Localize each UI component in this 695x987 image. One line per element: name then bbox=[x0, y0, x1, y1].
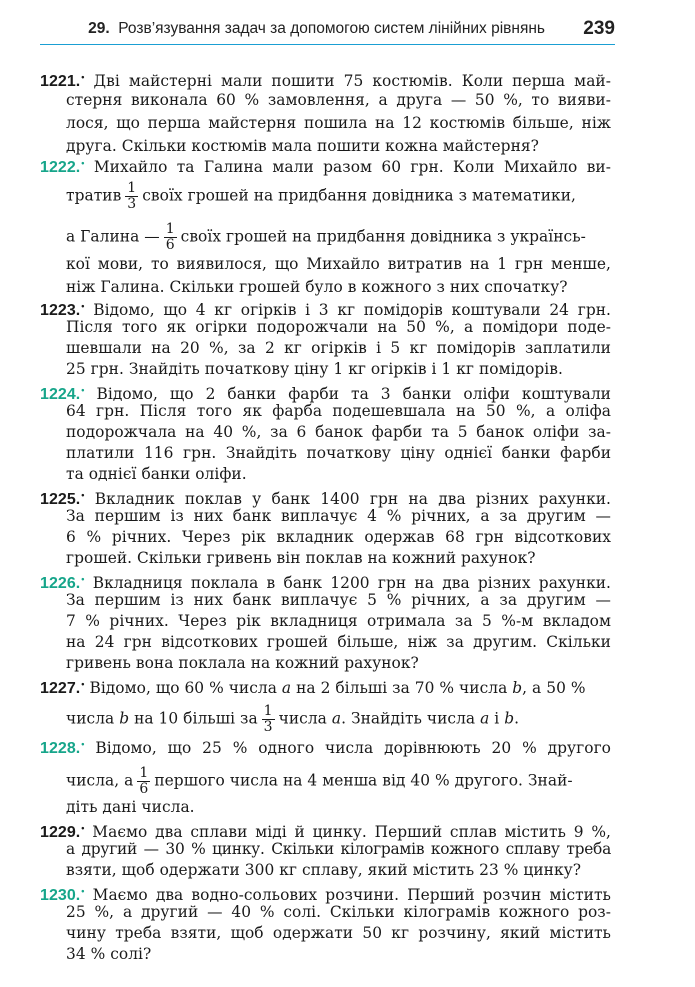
problem-1221: 1221.• Дві майстерні мали пошити 75 костюмів. Коли перша май- bbox=[40, 72, 611, 90]
problem-line: подорожчала на 40 %, за 6 банок фарби та 5 банок оліфи за- bbox=[66, 423, 611, 441]
problem-1229: 1229.• Маємо два сплави міді й цинку. Перший сплав містить 9 %, bbox=[40, 823, 611, 841]
problem-number: 1230.• bbox=[40, 886, 85, 904]
page-number: 239 bbox=[583, 18, 615, 39]
problem-line: та однієї банки оліфи. bbox=[66, 465, 247, 483]
problem-line: 25 %, а другий — 40 % солі. Скільки кілограмів кожного роз- bbox=[66, 903, 611, 921]
problem-number: 1222.• bbox=[40, 158, 85, 176]
problem-line: лося, що перша майстерня пошила на 12 костюмів більше, ніж bbox=[66, 114, 611, 132]
problem-line: стерня виконала 60 % замовлення, а друга — 50 %, то вияви- bbox=[66, 91, 611, 109]
problem-line: на 24 грн відсоткових грошей більше, ніж за другим. Скільки bbox=[66, 633, 611, 651]
problem-number: 1228.• bbox=[40, 739, 85, 757]
problem-line: За першим із них банк виплачує 5 % річних, а за другим — bbox=[66, 591, 611, 609]
problem-line: гривень вона поклала на кожний рахунок? bbox=[66, 654, 419, 672]
problem-line: а другий — 30 % цинку. Скільки кілограмів кожного сплаву треба bbox=[66, 840, 611, 858]
problem-line: чину треба взяти, щоб одержати 50 кг розчину, який містить bbox=[66, 924, 611, 942]
problem-line: кої мови, то виявилося, що Михайло витратив на 1 грн менше, bbox=[66, 255, 611, 273]
problem-1228: 1228.• Відомо, що 25 % одного числа дорівнюють 20 % другого bbox=[40, 739, 612, 757]
problem-line: шевшали на 20 %, за 2 кг огірків і 5 кг помідорів заплатили bbox=[66, 339, 611, 357]
problem-number: 1227.• bbox=[40, 679, 85, 697]
fraction: $\frac{1}{3}$ bbox=[263, 703, 273, 735]
problem-number: 1226.• bbox=[40, 574, 85, 592]
problem-line: Після того як огірки подорожчали на 50 %, а помідори поде- bbox=[66, 318, 611, 336]
problem-line: друга. Скільки костюмів мала пошити кожна майстерня? bbox=[66, 137, 539, 155]
problem-line: платили 116 грн. Знайдіть початкову ціну однієї банки фарби bbox=[66, 444, 611, 462]
problem-1230: 1230.• Маємо два водно-сольових розчини. Перший розчин містить bbox=[40, 886, 611, 904]
problem-number: 1221.• bbox=[40, 72, 85, 90]
problem-line: тратив $\frac{1}{3}$ своїх грошей на придбання довідника з математики, bbox=[66, 180, 576, 212]
problem-line: діть дані числа. bbox=[66, 798, 195, 816]
problem-line: 6 % річних. Через рік вкладник одержав 68 грн відсоткових bbox=[66, 528, 611, 546]
problem-1226: 1226.• Вкладниця поклала в банк 1200 грн на два різних рахунки. bbox=[40, 574, 611, 592]
problem-number: 1224.• bbox=[40, 385, 85, 403]
problem-line: грошей. Скільки гривень він поклав на кожний рахунок? bbox=[66, 549, 536, 567]
problem-line: ніж Галина. Скільки грошей було в кожного з них спочатку? bbox=[66, 278, 568, 296]
problem-line: взяти, щоб одержати 300 кг сплаву, який містить 23 % цинку? bbox=[66, 861, 582, 879]
problem-line: а Галина — $\frac{1}{6}$ своїх грошей на придбання довідника з українсь- bbox=[66, 221, 586, 253]
problem-number: 1223.• bbox=[40, 301, 85, 319]
problem-line: 25 грн. Знайдіть початкову ціну 1 кг огірків і 1 кг помідорів. bbox=[66, 360, 563, 378]
problem-line: 7 % річних. Через рік вкладниця отримала за 5 %-м вкладом bbox=[66, 612, 611, 630]
problem-number: 1229.• bbox=[40, 823, 85, 841]
problem-line: За першим із них банк виплачує 4 % річних, а за другим — bbox=[66, 507, 611, 525]
problem-line: числа b на 10 більші за $\frac{1}{3}$ числа a. Знайдіть числа a і b. bbox=[66, 703, 520, 735]
problem-1227: 1227.• Відомо, що 60 % числа a на 2 більші за 70 % числа b, а 50 % bbox=[40, 679, 586, 697]
problem-line: 64 грн. Після того як фарба подешевшала на 50 %, а оліфа bbox=[66, 402, 611, 420]
chapter-title: 29. Розв’язування задач за допомогою систем лінійних рівнянь bbox=[88, 20, 545, 37]
fraction: $\frac{1}{3}$ bbox=[127, 180, 137, 212]
problem-number: 1225.• bbox=[40, 490, 85, 508]
fraction: $\frac{1}{6}$ bbox=[165, 221, 175, 253]
problem-1223: 1223.• Відомо, що 4 кг огірків і 3 кг помідорів коштували 24 грн. bbox=[40, 301, 611, 319]
problem-line: 34 % солі? bbox=[66, 945, 152, 963]
problem-1224: 1224.• Відомо, що 2 банки фарби та 3 банки оліфи коштували bbox=[40, 385, 611, 403]
problem-line: числа, а $\frac{1}{6}$ першого числа на 4 менша від 40 % другого. Знай- bbox=[66, 765, 573, 797]
problem-1222: 1222.• Михайло та Галина мали разом 60 грн. Коли Михайло ви- bbox=[40, 158, 611, 176]
problem-1225: 1225.• Вкладник поклав у банк 1400 грн на два різних рахунки. bbox=[40, 490, 611, 508]
fraction: $\frac{1}{6}$ bbox=[139, 765, 149, 797]
